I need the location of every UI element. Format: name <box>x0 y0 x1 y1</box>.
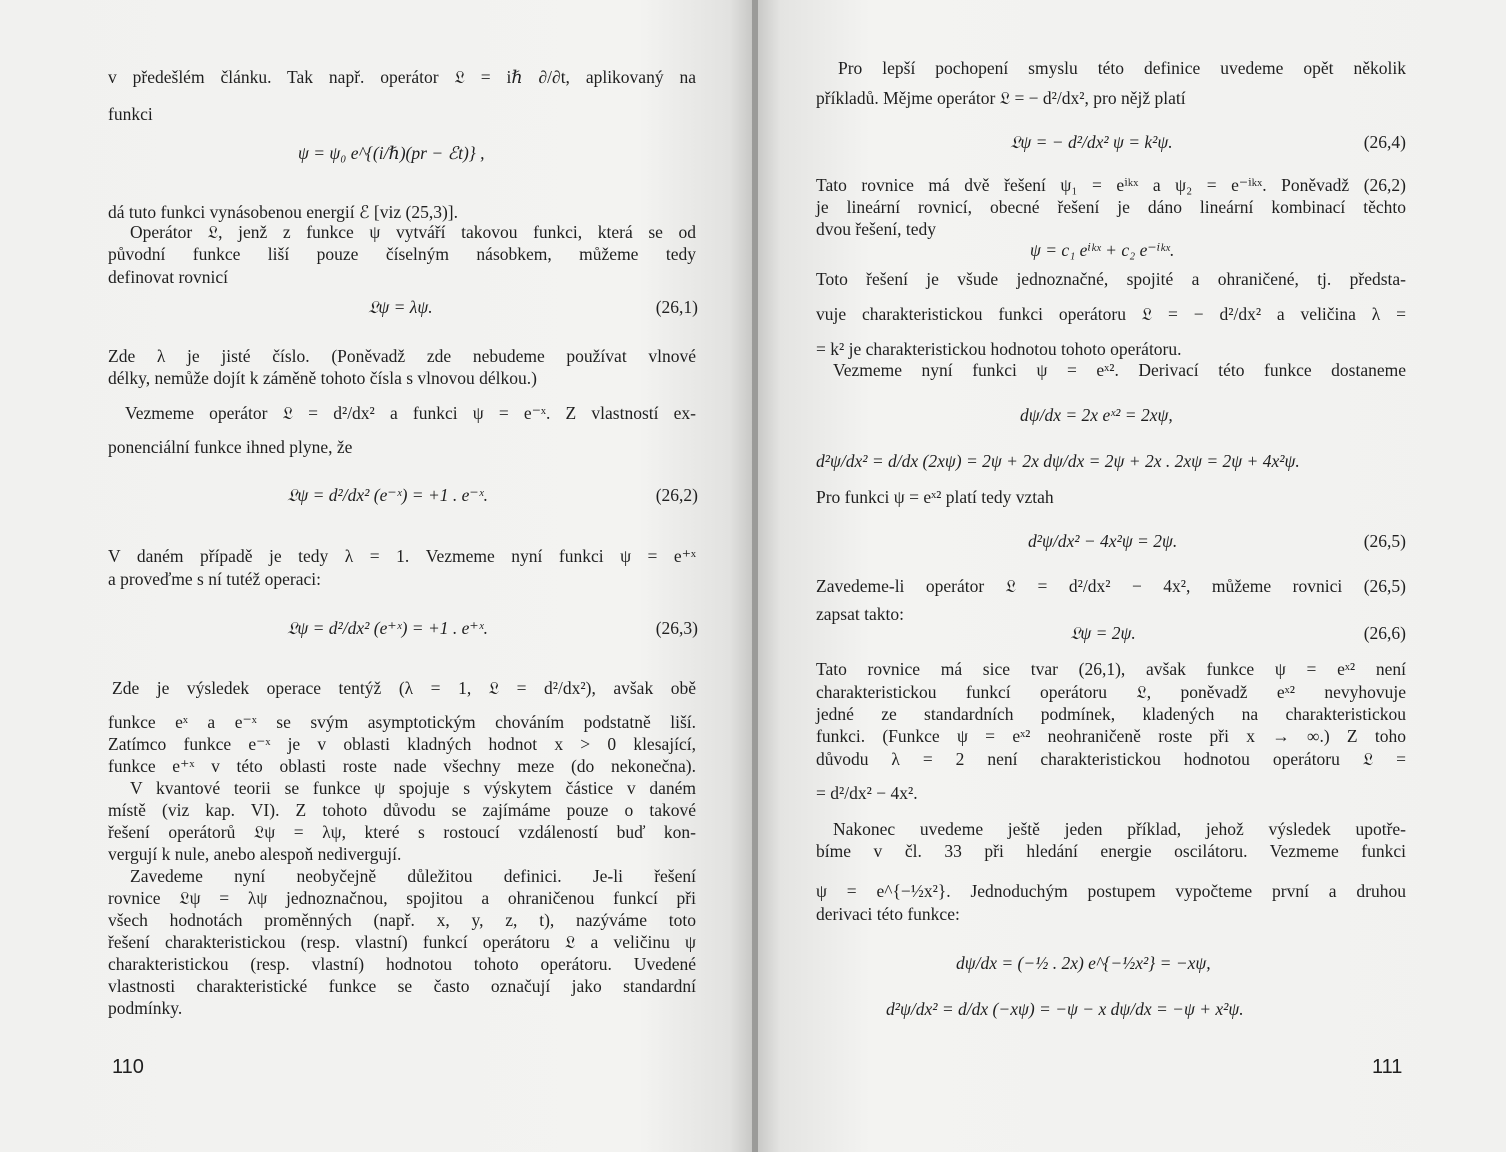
text-line: Vezmeme operátor 𝔏 = d²/dx² a funkci ψ = e⁻ˣ. Z vlastností ex- <box>125 403 696 423</box>
text-line: ψ = e^{−½x²}. Jednoduchým postupem vypočteme první a druhou <box>816 881 1406 901</box>
text-line: V daném případě je tedy λ = 1. Vezmeme nyní funkci ψ = e⁺ˣ <box>108 546 696 566</box>
text-line: funkci. (Funkce ψ = eˣ² neohraničeně roste při x → ∞.) Z toho <box>816 726 1406 746</box>
equation-number: (26,5) <box>1363 531 1406 551</box>
text-line: ponenciální funkce ihned plyne, že <box>108 437 353 457</box>
equation: d²ψ/dx² = d/dx (−xψ) = −ψ − x dψ/dx = −ψ + x²ψ. <box>886 999 1244 1019</box>
text-line: Tato rovnice má dvě řešení ψ₁ = eⁱᵏˣ a ψ₂ = e⁻ⁱᵏˣ. Poněvadž (26,2) <box>816 175 1406 195</box>
equation-number: (26,3) <box>655 618 698 638</box>
text-line: charakteristickou funkcí operátoru 𝔏, poněvadž eˣ² nevyhovuje <box>816 682 1406 702</box>
text-line: vlastnosti charakteristické funkce se často označují jako standardní <box>108 976 696 996</box>
text-line: řešení operátorů 𝔏ψ = λψ, které s rostoucí vzdáleností buď kon- <box>108 822 696 842</box>
text-line: funkce e⁺ˣ v této oblasti roste nade všechny meze (do nekonečna). <box>108 756 696 776</box>
text-line: důvodu λ = 2 není charakteristickou hodnotou operátoru 𝔏 = <box>816 749 1406 769</box>
text-line: definovat rovnicí <box>108 267 229 287</box>
text-line: Nakonec uvedeme ještě jeden příklad, jehož výsledek upotře- <box>833 819 1406 839</box>
equation: 𝔏ψ = d²/dx² (e⁺ˣ) = +1 . e⁺ˣ. <box>287 618 488 638</box>
text-line: Zatímco funkce e⁻ˣ je v oblasti kladných hodnot x > 0 klesající, <box>108 734 696 754</box>
text-line: a proveďme s ní tutéž operaci: <box>108 569 321 589</box>
text-line: vergují k nule, anebo alespoň nedivergují. <box>108 844 402 864</box>
equation: ψ = c₁ eⁱᵏˣ + c₂ e⁻ⁱᵏˣ. <box>1030 240 1175 260</box>
text-line: v předešlém článku. Tak např. operátor 𝔏 = iℏ ∂/∂t, aplikovaný na <box>108 67 696 87</box>
equation: 𝔏ψ = 2ψ. <box>1070 623 1136 643</box>
text-line: Zavedeme nyní neobyčejně důležitou definici. Je-li řešení <box>130 866 696 886</box>
text-line: zapsat takto: <box>816 604 904 624</box>
text-line: Toto řešení je všude jednoznačné, spojité a ohraničené, tj. předsta- <box>816 269 1406 289</box>
text-line: vuje charakteristickou funkci operátoru 𝔏 = − d²/dx² a veličina λ = <box>816 304 1406 324</box>
text-line: = k² je charakteristickou hodnotou tohoto operátoru. <box>816 339 1182 359</box>
equation: d²ψ/dx² − 4x²ψ = 2ψ. <box>1028 531 1178 551</box>
page-number: 111 <box>1372 1056 1403 1078</box>
text-line: V kvantové teorii se funkce ψ spojuje s výskytem částice v daném <box>130 778 696 798</box>
equation: d²ψ/dx² = d/dx (2xψ) = 2ψ + 2x dψ/dx = 2ψ + 2x . 2xψ = 2ψ + 4x²ψ. <box>816 451 1300 471</box>
equation-number: (26,4) <box>1363 132 1406 152</box>
equation-number: (26,1) <box>655 297 698 317</box>
page-number: 110 <box>112 1056 144 1078</box>
left-page <box>0 0 752 1152</box>
text-line: Vezmeme nyní funkci ψ = eˣ². Derivací této funkce dostaneme <box>833 360 1406 380</box>
text-line: Zde je výsledek operace tentýž (λ = 1, 𝔏 = d²/dx²), avšak obě <box>112 678 696 698</box>
text-line: příkladů. Mějme operátor 𝔏 = − d²/dx², pro nějž platí <box>816 88 1186 108</box>
equation: 𝔏ψ = − d²/dx² ψ = k²ψ. <box>1010 132 1173 152</box>
text-line: bíme v čl. 33 při hledání energie oscilátoru. Vezmeme funkci <box>816 841 1406 861</box>
text-line: řešení charakteristickou (resp. vlastní) funkcí operátoru 𝔏 a veličinu ψ <box>108 932 696 952</box>
text-line: Pro funkci ψ = eˣ² platí tedy vztah <box>816 487 1054 507</box>
equation: 𝔏ψ = d²/dx² (e⁻ˣ) = +1 . e⁻ˣ. <box>287 485 488 505</box>
text-line: derivaci této funkce: <box>816 904 960 924</box>
text-line: podmínky. <box>108 998 183 1018</box>
text-line: Zde λ je jisté číslo. (Poněvadž zde nebudeme používat vlnové <box>108 346 696 366</box>
equation: dψ/dx = 2x eˣ² = 2xψ, <box>1020 405 1173 425</box>
text-line: dá tuto funkci vynásobenou energií ℰ [viz (25,3)]. <box>108 202 458 222</box>
text-line: jedné ze standardních podmínek, kladených na charakteristickou <box>816 704 1406 724</box>
text-line: Pro lepší pochopení smyslu této definice uvedeme opět několik <box>838 58 1406 78</box>
equation: ψ = ψ₀ e^{(i/ℏ)(pr − ℰt)} , <box>298 143 485 163</box>
text-line: místě (viz kap. VI). Z tohoto důvodu se zajímáme pouze o takové <box>108 800 696 820</box>
equation: dψ/dx = (−½ . 2x) e^{−½x²} = −xψ, <box>956 953 1211 973</box>
text-line: charakteristickou (resp. vlastní) hodnotou tohoto operátoru. Uvedené <box>108 954 696 974</box>
text-line: Operátor 𝔏, jenž z funkce ψ vytváří takovou funkci, která se od <box>130 222 696 242</box>
text-line: = d²/dx² − 4x². <box>816 783 918 803</box>
text-line: Zavedeme-li operátor 𝔏 = d²/dx² − 4x², můžeme rovnici (26,5) <box>816 576 1406 596</box>
text-line: funkce eˣ a e⁻ˣ se svým asymptotickým chováním podstatně liší. <box>108 712 696 732</box>
text-line: rovnice 𝔏ψ = λψ jednoznačnou, spojitou a ohraničenou funkcí při <box>108 888 696 908</box>
text-line: původní funkce liší pouze číselným násobkem, můžeme tedy <box>108 244 696 264</box>
right-page <box>758 0 1506 1152</box>
equation-number: (26,2) <box>655 485 698 505</box>
text-line: dvou řešení, tedy <box>816 219 937 239</box>
equation-number: (26,6) <box>1363 623 1406 643</box>
text-line: délky, nemůže dojít k záměně tohoto čísla s vlnovou délkou.) <box>108 368 537 388</box>
text-line: funkci <box>108 104 153 124</box>
equation: 𝔏ψ = λψ. <box>368 297 433 317</box>
text-line: Tato rovnice má sice tvar (26,1), avšak funkce ψ = eˣ² není <box>816 659 1406 679</box>
text-line: všech hodnotách proměnných (např. x, y, z, t), nazýváme toto <box>108 910 696 930</box>
text-line: je lineární rovnicí, obecné řešení je dáno lineární kombinací těchto <box>816 197 1406 217</box>
